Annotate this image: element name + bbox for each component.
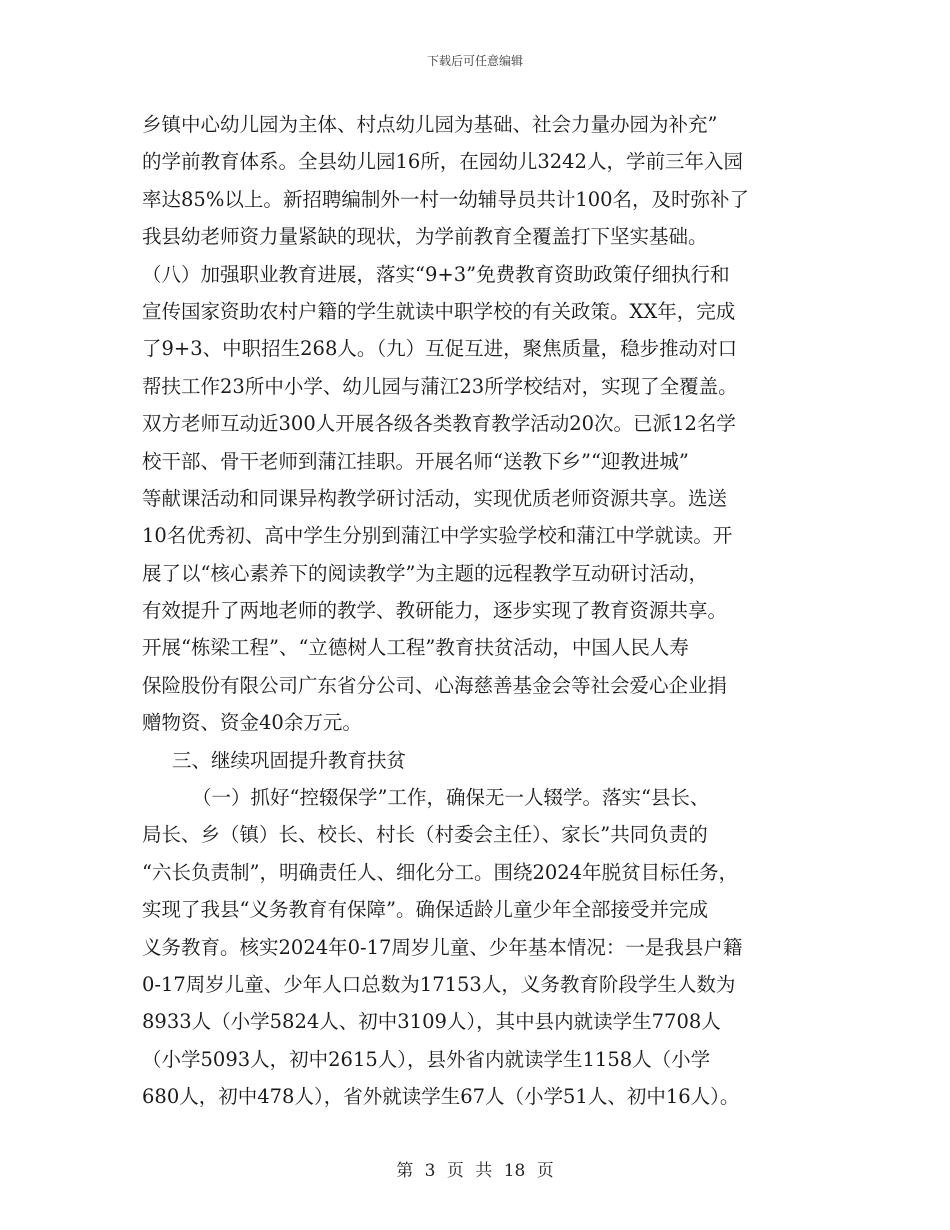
text-line: （小学5093人，初中2615人），县外省内就读学生1158人（小学 xyxy=(142,1047,711,1071)
page-footer: 第 3 页 共 18 页 xyxy=(396,1161,554,1181)
text-line: 赠物资、资金40余万元。 xyxy=(142,711,362,735)
text-line: （一）抓好“控辍保学”工作，确保无一人辍学。落实“县长、 xyxy=(192,786,710,810)
text-line: 0-17周岁儿童、少年人口总数为17153人，义务教育阶段学生人数为 xyxy=(142,972,736,996)
text-line: 等献课活动和同课异构教学研讨活动，实现优质老师资源共享。选送 xyxy=(142,486,728,510)
text-line: （八）加强职业教育进展，落实“9+3”免费教育资助政策仔细执行和 xyxy=(142,262,730,286)
text-line: 校干部、骨干老师到蒲江挂职。开展名师“送教下乡”“迎教进城” xyxy=(142,449,689,473)
text-line: 我县幼老师资力量紧缺的现状，为学前教育全覆盖打下坚实基础。 xyxy=(142,225,708,249)
text-line: 双方老师互动近300人开展各级各类教育教学活动20次。已派12名学 xyxy=(142,412,736,436)
text-line: 的学前教育体系。全县幼儿园16所，在园幼儿3242人，学前三年入园 xyxy=(142,150,743,174)
text-line: 开展“栋梁工程”、“立德树人工程”教育扶贫活动，中国人民人寿 xyxy=(142,636,689,660)
page-header: 下载后可任意编辑 xyxy=(426,54,523,68)
text-line: 实现了我县“义务教育有保障”。确保适龄儿童少年全部接受并完成 xyxy=(142,898,708,922)
text-line: 8933人（小学5824人、初中3109人），其中县内就读学生7708人 xyxy=(142,1010,721,1034)
text-line: 义务教育。核实2024年0-17周岁儿童、少年基本情况：一是我县户籍 xyxy=(142,935,743,959)
text-line: 局长、乡（镇）长、校长、村长（村委会主任）、家长”共同负责的 xyxy=(142,823,708,847)
document-body xyxy=(142,106,842,1116)
text-line: “六长负责制”，明确责任人、细化分工。围绕2024年脱贫目标任务， xyxy=(142,860,739,884)
text-line: 680人，初中478人），省外就读学生67人（小学51人、初中16人）。 xyxy=(142,1085,740,1109)
text-line: 帮扶工作23所中小学、幼儿园与蒲江23所学校结对，实现了全覆盖。 xyxy=(142,374,738,398)
text-line: 有效提升了两地老师的教学、教研能力，逐步实现了教育资源共享。 xyxy=(142,599,728,623)
section-heading: 三、继续巩固提升教育扶贫 xyxy=(172,748,407,772)
text-line: 宣传国家资助农村户籍的学生就读中职学校的有关政策。XX年，完成 xyxy=(142,299,736,323)
text-line: 了9+3、中职招生268人。（九）互促互进，聚焦质量，稳步推动对口 xyxy=(142,337,738,361)
text-line: 保险股份有限公司广东省分公司、心海慈善基金会等社会爱心企业捐 xyxy=(142,673,728,697)
text-line: 10名优秀初、高中学生分别到蒲江中学实验学校和蒲江中学就读。开 xyxy=(142,524,733,548)
text-line: 率达85%以上。新招聘编制外一村一幼辅导员共计100名，及时弥补了 xyxy=(142,187,750,211)
text-line: 乡镇中心幼儿园为主体、村点幼儿园为基础、社会力量办园为补充” xyxy=(142,113,718,136)
text-line: 展了以“核心素养下的阅读教学”为主题的远程教学互动研讨活动， xyxy=(142,561,708,585)
